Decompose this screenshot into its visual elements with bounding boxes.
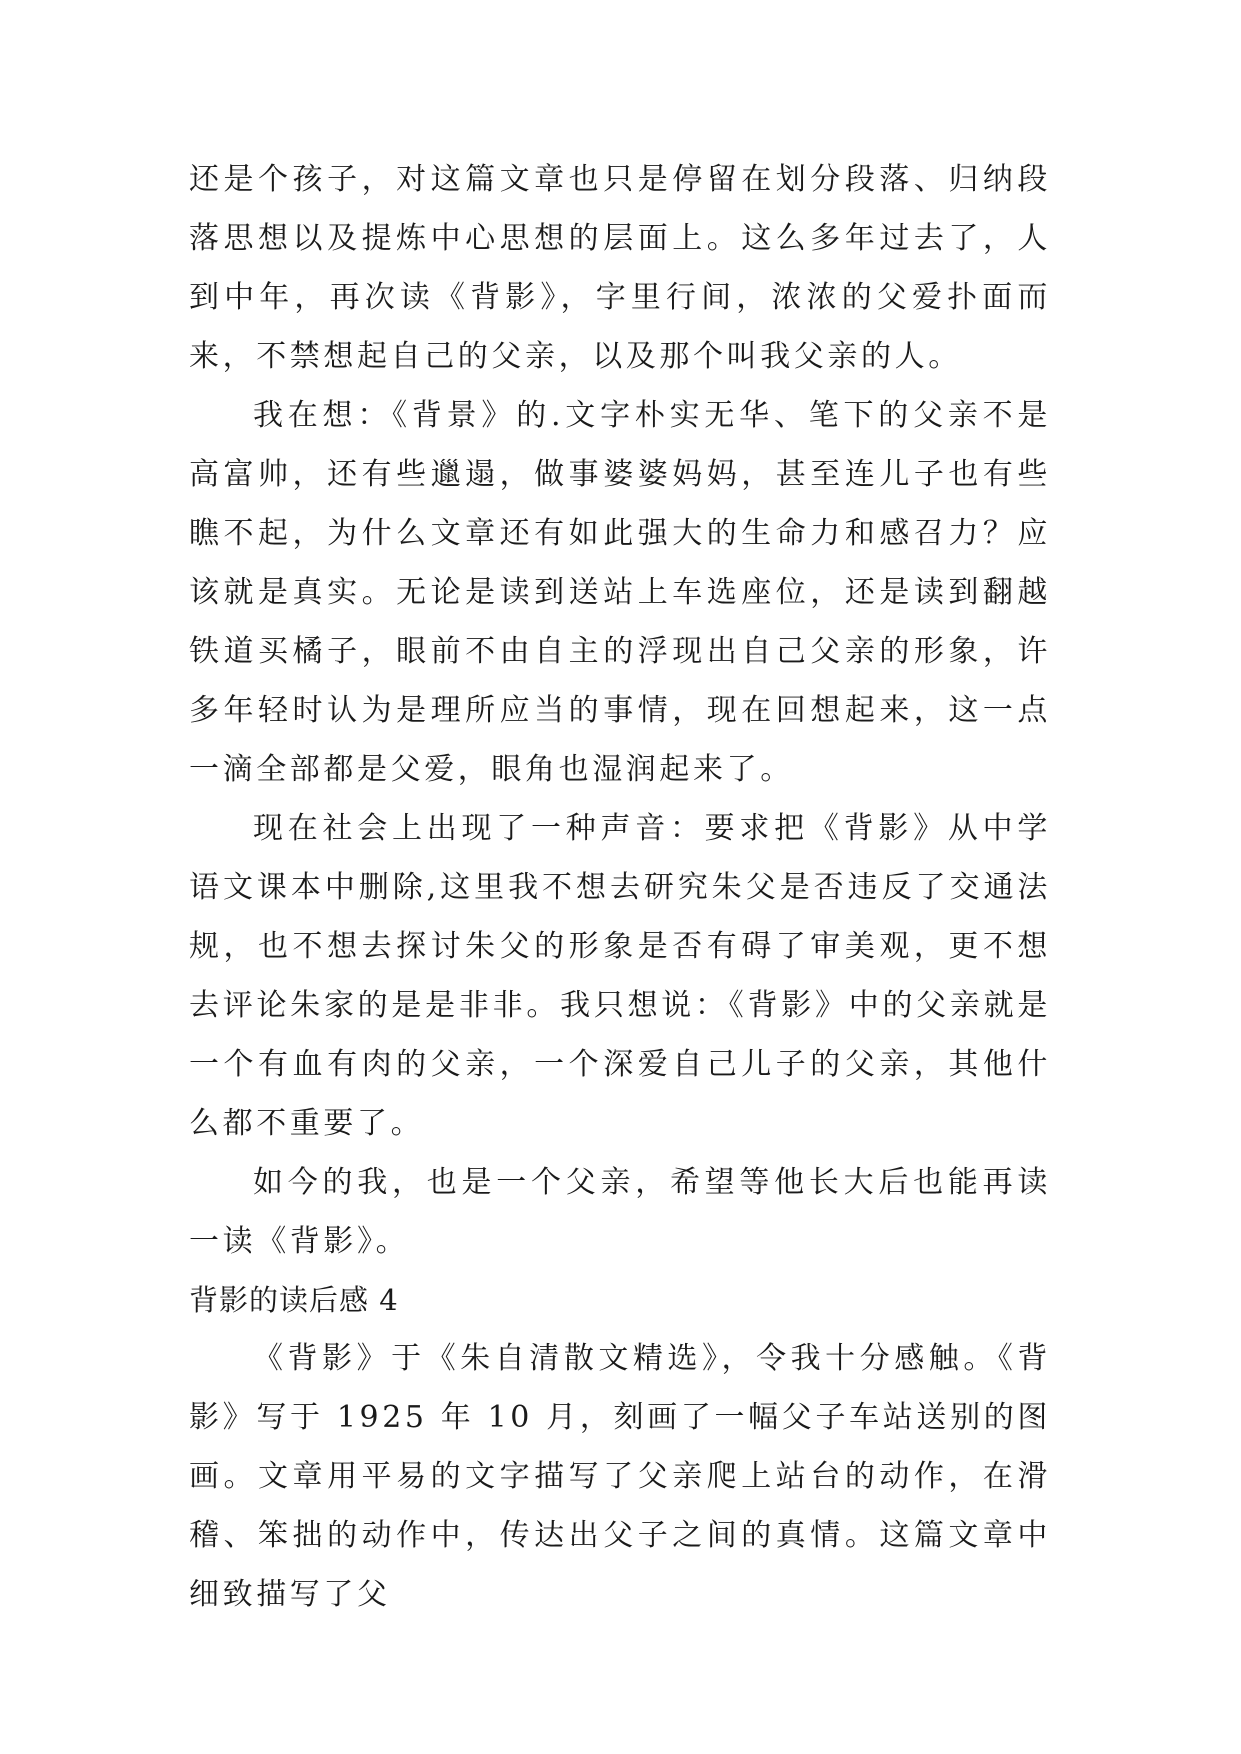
paragraph-4: 如今的我，也是一个父亲，希望等他长大后也能再读一读《背影》。 (189, 1165, 1051, 1259)
paragraph-3: 现在社会上出现了一种声音：要求把《背影》从中学语文课本中删除,这里我不想去研究朱父是否违反了交通法规，也不想去探讨朱父的形象是否有碍了审美观，更不想去评论朱家的是是非非。我只想说：《背影》中的父亲就是一个有血有肉的父亲，一个深爱自己儿子的父亲，其他什么都不重要了。 (189, 811, 1051, 1141)
section-heading: 背影的读后感 4 (189, 1283, 399, 1317)
paragraph-1: 还是个孩子，对这篇文章也只是停留在划分段落、归纳段落思想以及提炼中心思想的层面上。这么多年过去了，人到中年，再次读《背影》，字里行间，浓浓的父爱扑面而来，不禁想起自己的父亲，以及那个叫我父亲的人。 (189, 162, 1051, 374)
paragraph-5: 《背影》于《朱自清散文精选》，令我十分感触。《背影》写于 1925 年 10 月，刻画了一幅父子车站送别的图画。文章用平易的文字描写了父亲爬上站台的动作，在滑稽、笨拙的动作中，传达出父子之间的真情。这篇文章中细致描写了父 (189, 1341, 1051, 1612)
paragraph-2: 我在想：《背景》的.文字朴实无华、笔下的父亲不是高富帅，还有些邋遢，做事婆婆妈妈，甚至连儿子也有些瞧不起，为什么文章还有如此强大的生命力和感召力？应该就是真实。无论是读到送站上车选座位，还是读到翻越铁道买橘子，眼前不由自主的浮现出自己父亲的形象，许多年轻时认为是理所应当的事情，现在回想起来，这一点一滴全部都是父爱，眼角也湿润起来了。 (189, 398, 1051, 787)
document-body (189, 150, 1051, 1624)
